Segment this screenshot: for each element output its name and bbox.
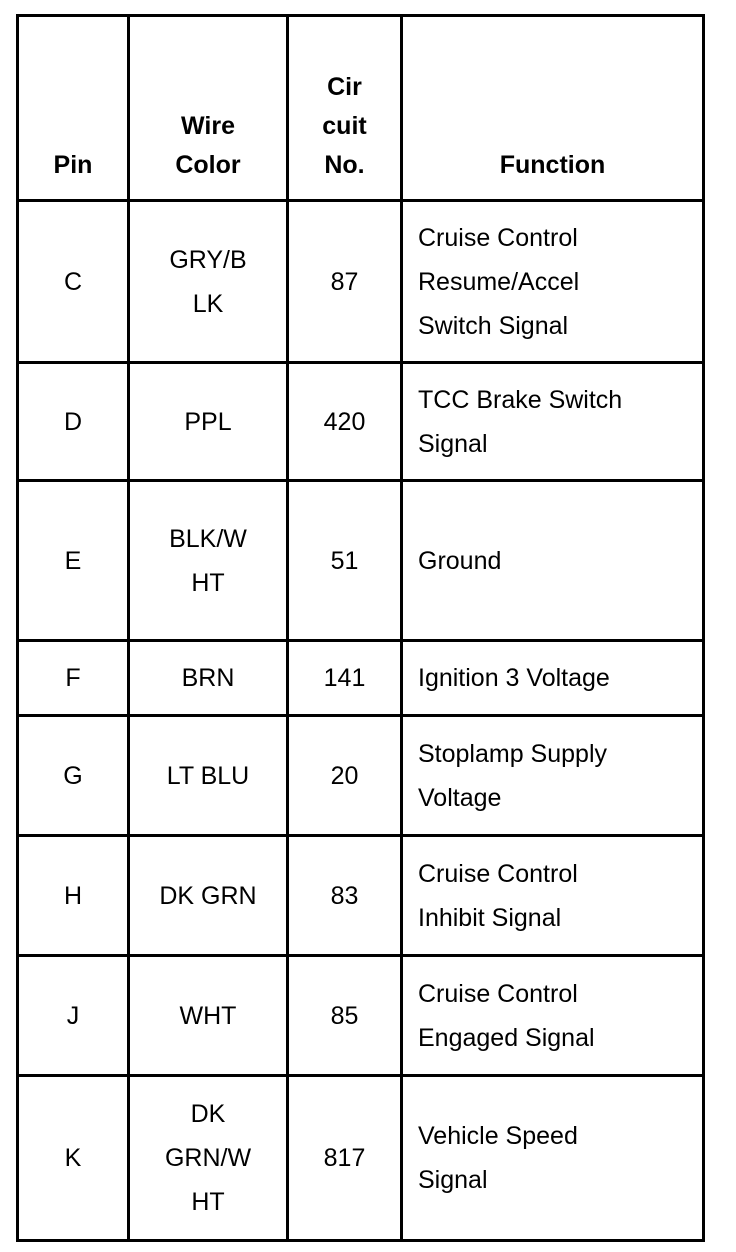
pin-table bbox=[16, 14, 705, 1242]
table-row bbox=[18, 716, 704, 836]
pin-cell: D bbox=[18, 363, 129, 481]
function-cell: Cruise Control Engaged Signal bbox=[402, 956, 704, 1076]
pin-cell: G bbox=[18, 716, 129, 836]
table-row bbox=[18, 641, 704, 716]
wire-color-cell: LT BLU bbox=[129, 716, 288, 836]
table-row bbox=[18, 836, 704, 956]
wire-color-cell: WHT bbox=[129, 956, 288, 1076]
function-cell: Ground bbox=[402, 481, 704, 641]
pin-cell: E bbox=[18, 481, 129, 641]
pin-cell: K bbox=[18, 1076, 129, 1241]
header-circuit-no: Cir cuit No. bbox=[288, 16, 402, 201]
pin-cell: C bbox=[18, 201, 129, 363]
header-function: Function bbox=[402, 16, 704, 201]
circuit-cell: 817 bbox=[288, 1076, 402, 1241]
function-cell: Ignition 3 Voltage bbox=[402, 641, 704, 716]
wire-color-cell: DK GRN/W HT bbox=[129, 1076, 288, 1241]
function-cell: Vehicle Speed Signal bbox=[402, 1076, 704, 1241]
table-row bbox=[18, 1076, 704, 1241]
pin-cell: F bbox=[18, 641, 129, 716]
table-row bbox=[18, 481, 704, 641]
circuit-cell: 51 bbox=[288, 481, 402, 641]
pin-cell: J bbox=[18, 956, 129, 1076]
table-row bbox=[18, 363, 704, 481]
circuit-cell: 87 bbox=[288, 201, 402, 363]
pin-cell: H bbox=[18, 836, 129, 956]
table-row bbox=[18, 201, 704, 363]
wire-color-cell: DK GRN bbox=[129, 836, 288, 956]
circuit-cell: 20 bbox=[288, 716, 402, 836]
table-row bbox=[18, 956, 704, 1076]
circuit-cell: 420 bbox=[288, 363, 402, 481]
wire-color-cell: PPL bbox=[129, 363, 288, 481]
function-cell: TCC Brake Switch Signal bbox=[402, 363, 704, 481]
wire-color-cell: BLK/W HT bbox=[129, 481, 288, 641]
circuit-cell: 85 bbox=[288, 956, 402, 1076]
function-cell: Cruise Control Inhibit Signal bbox=[402, 836, 704, 956]
function-cell: Cruise Control Resume/Accel Switch Signal bbox=[402, 201, 704, 363]
function-cell: Stoplamp Supply Voltage bbox=[402, 716, 704, 836]
circuit-cell: 141 bbox=[288, 641, 402, 716]
header-row bbox=[18, 16, 704, 201]
wire-color-cell: GRY/B LK bbox=[129, 201, 288, 363]
header-pin: Pin bbox=[18, 16, 129, 201]
header-wire-color: Wire Color bbox=[129, 16, 288, 201]
circuit-cell: 83 bbox=[288, 836, 402, 956]
wire-color-cell: BRN bbox=[129, 641, 288, 716]
